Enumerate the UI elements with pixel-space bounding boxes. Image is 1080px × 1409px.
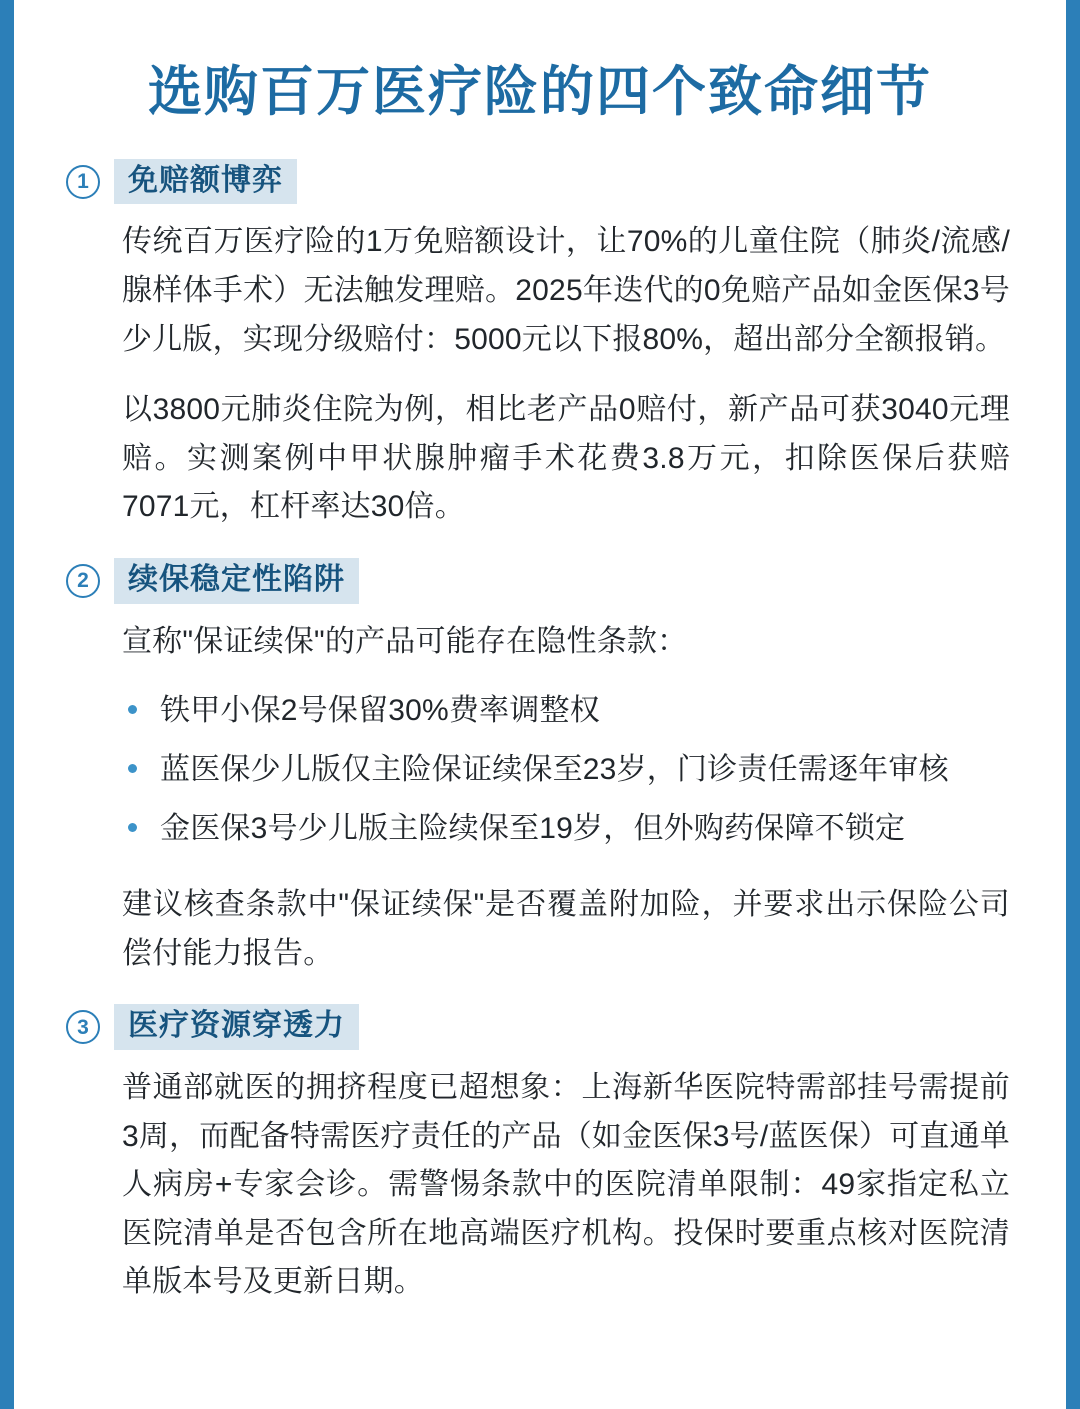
section-2-number-badge: 2 xyxy=(66,564,100,598)
section-2-title: 续保稳定性陷阱 xyxy=(114,558,359,604)
section-3-paragraph-1: 普通部就医的拥挤程度已超想象：上海新华医院特需部挂号需提前3周，而配备特需医疗责任的产品（如金医保3号/蓝医保）可直通单人病房+专家会诊。需警惕条款中的医院清单限制：49家指定私立医院清单是否包含所在地高端医疗机构。投保时要重点核对医院清单版本号及更新日期。 xyxy=(122,1070,1010,1299)
section-2 xyxy=(66,558,1014,978)
section-1 xyxy=(66,159,1014,532)
section-1-paragraph-1: 传统百万医疗险的1万免赔额设计，让70%的儿童住院（肺炎/流感/腺样体手术）无法触发理赔。2025年迭代的0免赔产品如金医保3号少儿版，实现分级赔付：5000元以下报80%，超出部分全额报销。 xyxy=(122,225,1010,356)
section-1-number-badge: 1 xyxy=(66,165,100,199)
section-3-title: 医疗资源穿透力 xyxy=(114,1004,359,1050)
section-1-header xyxy=(66,159,1014,205)
list-item: 蓝医保少儿版仅主险保证续保至23岁，门诊责任需逐年审核 xyxy=(122,747,1014,806)
section-3-number-badge: 3 xyxy=(66,1010,100,1044)
section-2-paragraph-1: 宣称"保证续保"的产品可能存在隐性条款： xyxy=(122,624,688,658)
section-1-paragraph-2: 以3800元肺炎住院为例，相比老产品0赔付，新产品可获3040元理赔。实测案例中甲状腺肿瘤手术花费3.8万元，扣除医保后获赔7071元，杠杆率达30倍。 xyxy=(122,393,1010,524)
document-content xyxy=(14,0,1066,1369)
page-title: 选购百万医疗险的四个致命细节 xyxy=(148,60,932,123)
section-2-header xyxy=(66,558,1014,604)
section-3 xyxy=(66,1004,1014,1307)
section-3-header xyxy=(66,1004,1014,1050)
section-1-title: 免赔额博弈 xyxy=(114,159,297,205)
section-2-bullet-list xyxy=(66,688,1014,865)
list-item: 金医保3号少儿版主险续保至19岁，但外购药保障不锁定 xyxy=(122,806,1014,865)
list-item: 铁甲小保2号保留30%费率调整权 xyxy=(122,688,1014,747)
section-2-paragraph-2: 建议核查条款中"保证续保"是否覆盖附加险，并要求出示保险公司偿付能力报告。 xyxy=(122,888,1010,970)
